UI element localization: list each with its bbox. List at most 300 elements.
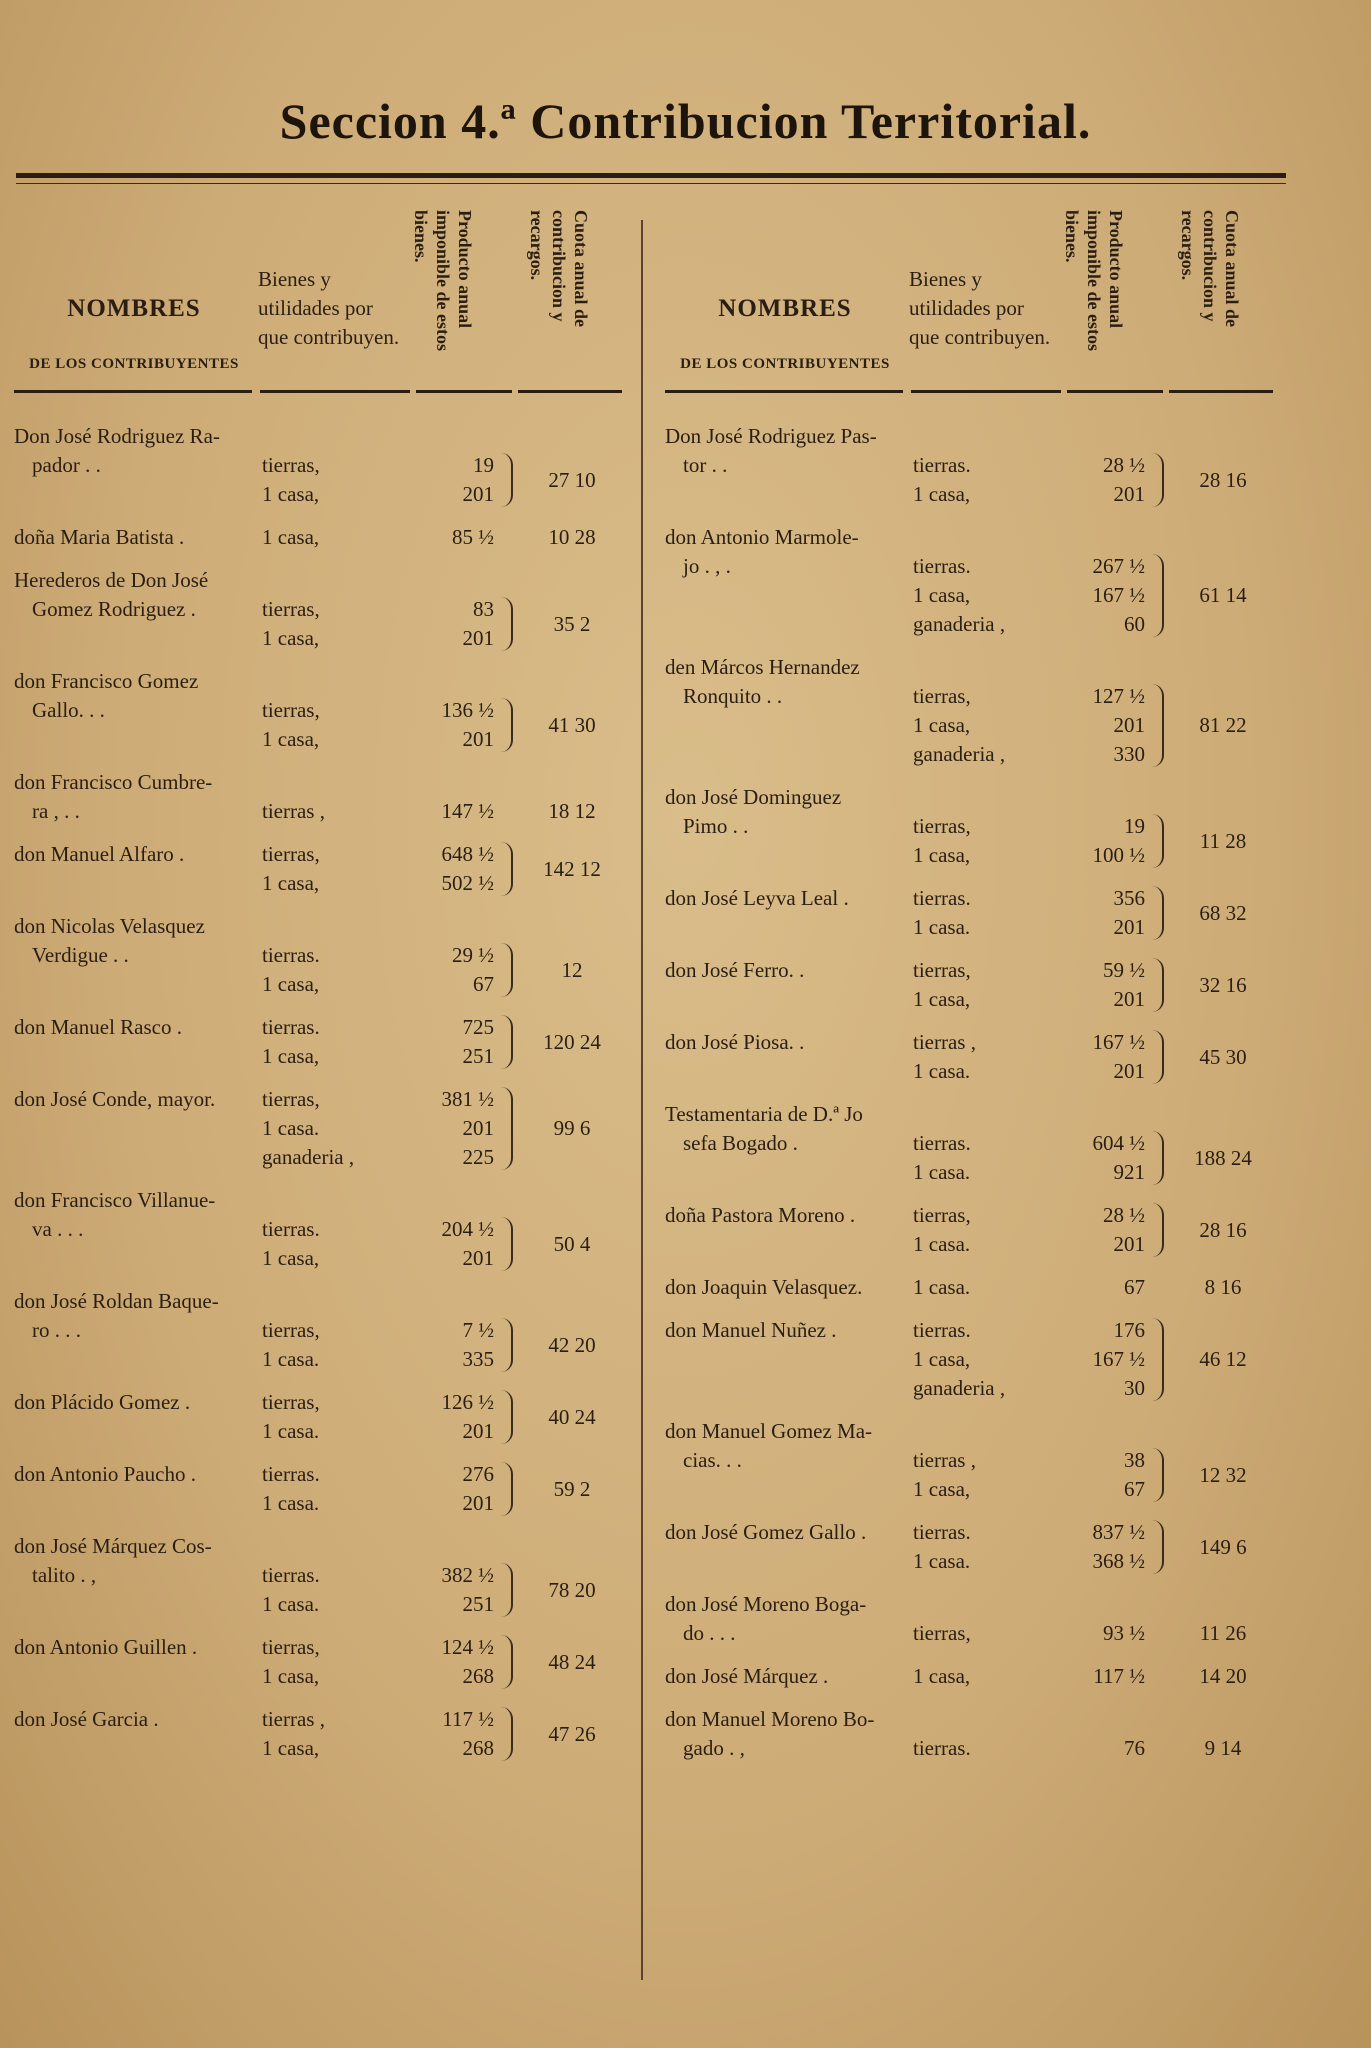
goods-item: 1 casa. xyxy=(262,1491,320,1515)
product-value: 201 xyxy=(462,482,494,506)
goods-item: 1 casa, xyxy=(262,1664,320,1688)
goods-list xyxy=(262,1388,412,1446)
contributor-entry xyxy=(665,1662,1295,1691)
product-value: 837 ½ xyxy=(1092,1520,1145,1544)
goods-list xyxy=(913,1028,1063,1086)
contributor-entry xyxy=(14,422,644,509)
goods-item: 1 casa, xyxy=(262,871,320,895)
goods-list xyxy=(262,1316,412,1374)
goods-list xyxy=(913,1619,1063,1648)
name-line: Verdigue . . xyxy=(32,943,129,967)
brace-mark xyxy=(497,943,513,997)
contributor-name xyxy=(665,1273,905,1302)
goods-item: tierras, xyxy=(262,1087,320,1111)
goods-list xyxy=(262,696,412,754)
product-value: 251 xyxy=(462,1592,494,1616)
goods-item: 1 casa. xyxy=(913,1275,971,1299)
bienes-header: Bienes y utilidades por que contribuyen. xyxy=(909,267,1051,349)
brace-mark xyxy=(497,1635,513,1689)
brace-mark xyxy=(1148,1520,1164,1574)
contributor-name xyxy=(14,523,254,552)
product-values xyxy=(1075,552,1145,639)
goods-item: tierras. xyxy=(262,1563,320,1587)
contributor-name xyxy=(14,1532,254,1590)
product-value: 201 xyxy=(462,1419,494,1443)
contributor-name xyxy=(14,1705,254,1734)
product-value: 19 xyxy=(473,453,494,477)
product-values xyxy=(424,1561,494,1619)
product-value: 268 xyxy=(462,1664,494,1688)
contributor-name xyxy=(665,956,905,985)
goods-list xyxy=(262,523,412,552)
goods-item: 1 casa, xyxy=(913,1664,971,1688)
contributor-name xyxy=(14,768,254,826)
goods-list xyxy=(262,1085,412,1172)
contributor-entry xyxy=(665,523,1295,639)
name-line: don Manuel Alfaro . xyxy=(14,842,185,866)
contributor-name xyxy=(14,1460,254,1489)
product-value: 67 xyxy=(1124,1275,1145,1299)
goods-list xyxy=(913,1129,1063,1187)
goods-item: tierras , xyxy=(913,1448,976,1472)
goods-item: ganaderia , xyxy=(913,1376,1006,1400)
product-values xyxy=(1075,451,1145,509)
goods-item: tierras. xyxy=(262,1217,320,1241)
product-value: 28 ½ xyxy=(1103,453,1145,477)
product-value: 335 xyxy=(462,1347,494,1371)
quota-value: 45 30 xyxy=(1199,1044,1247,1069)
brace-mark xyxy=(1148,1203,1164,1257)
brace-mark xyxy=(497,1563,513,1617)
product-value: 276 xyxy=(462,1462,494,1486)
contributor-entry xyxy=(665,1273,1295,1302)
name-line: Pimo . . xyxy=(683,814,749,838)
product-value: 201 xyxy=(462,727,494,751)
product-value: 330 xyxy=(1113,742,1145,766)
contributor-entry xyxy=(665,1316,1295,1403)
goods-item: 1 casa, xyxy=(262,626,320,650)
product-value: 167 ½ xyxy=(1092,1347,1145,1371)
product-values xyxy=(424,1085,494,1172)
quota-value: 46 12 xyxy=(1199,1347,1247,1371)
name-line: don José Piosa. . xyxy=(665,1030,805,1054)
goods-item: 1 casa, xyxy=(262,1044,320,1068)
quota-value: 188 24 xyxy=(1194,1145,1252,1170)
contributor-entry xyxy=(14,1460,644,1518)
goods-list xyxy=(913,1316,1063,1403)
goods-item: tierras. xyxy=(913,886,971,910)
goods-item: 1 casa. xyxy=(262,1116,320,1140)
product-value: 381 ½ xyxy=(441,1087,494,1111)
name-line: don José Gomez Gallo . xyxy=(665,1520,867,1544)
header-rule xyxy=(911,390,1061,393)
contributor-entry xyxy=(14,912,644,999)
product-values xyxy=(1075,956,1145,1014)
quota-value: 40 24 xyxy=(548,1404,596,1429)
brace-mark xyxy=(497,1462,513,1516)
name-line: talito . , xyxy=(32,1563,97,1587)
brace-mark xyxy=(1148,886,1164,940)
name-line: doña Pastora Moreno . xyxy=(665,1203,856,1227)
goods-item: tierras, xyxy=(262,453,320,477)
product-value: 126 ½ xyxy=(441,1390,494,1414)
product-value: 356 xyxy=(1113,886,1145,910)
product-values xyxy=(424,1460,494,1518)
header-rule xyxy=(1067,390,1163,393)
quota-value: 11 28 xyxy=(1199,828,1247,853)
contributor-name xyxy=(665,1028,905,1057)
product-value: 76 xyxy=(1124,1736,1145,1760)
goods-item: 1 casa. xyxy=(913,1059,971,1083)
goods-item: tierras. xyxy=(913,1520,971,1544)
product-value: 201 xyxy=(1113,987,1145,1011)
contributor-name xyxy=(665,783,905,841)
goods-item: tierras. xyxy=(262,1462,320,1486)
quota-value: 35 2 xyxy=(553,611,591,636)
quota-value: 61 14 xyxy=(1199,583,1247,607)
product-values xyxy=(424,1013,494,1071)
goods-item: 1 casa, xyxy=(262,727,320,751)
product-values xyxy=(1075,1446,1145,1504)
product-value: 60 xyxy=(1124,612,1145,636)
product-value: 201 xyxy=(462,1116,494,1140)
name-line: don Nicolas Velasquez xyxy=(14,914,205,938)
name-line: don José Márquez Cos- xyxy=(14,1534,212,1558)
product-values xyxy=(424,451,494,509)
goods-item: tierras. xyxy=(913,1318,971,1342)
goods-item: 1 casa, xyxy=(913,713,971,737)
contributor-name xyxy=(665,1590,905,1648)
product-values xyxy=(1075,812,1145,870)
goods-list xyxy=(913,812,1063,870)
product-value: 201 xyxy=(1113,713,1145,737)
product-value: 117 ½ xyxy=(442,1707,494,1731)
goods-item: tierras, xyxy=(262,1635,320,1659)
goods-item: ganaderia , xyxy=(913,742,1006,766)
goods-item: 1 casa. xyxy=(262,1347,320,1371)
names-subheader: DE LOS CONTRIBUYENTES xyxy=(29,356,239,372)
goods-item: tierras. xyxy=(913,1131,971,1155)
goods-list xyxy=(913,956,1063,1014)
quota-value: 50 4 xyxy=(553,1231,591,1256)
quota-value: 32 16 xyxy=(1199,972,1247,997)
column-header xyxy=(665,210,1295,390)
contributor-entry xyxy=(14,1085,644,1172)
product-values xyxy=(1075,1129,1145,1187)
brace-mark xyxy=(1148,814,1164,868)
contributor-entry xyxy=(14,1532,644,1619)
goods-list xyxy=(262,941,412,999)
name-line: Herederos de Don José xyxy=(14,568,209,592)
goods-item: tierras, xyxy=(913,958,971,982)
right-column xyxy=(665,210,1295,1970)
product-value: 83 xyxy=(473,597,494,621)
name-line: jo . , . xyxy=(683,554,731,578)
producto-header: Producto anual imponible de estos bienes. xyxy=(411,210,475,352)
brace-mark xyxy=(1148,684,1164,767)
name-line: don Francisco Villanue- xyxy=(14,1188,216,1212)
header-rule xyxy=(518,390,622,393)
contributor-name xyxy=(665,1316,905,1345)
quota-value: 47 26 xyxy=(548,1721,596,1746)
product-values xyxy=(1075,1028,1145,1086)
header-rule xyxy=(416,390,512,393)
product-value: 127 ½ xyxy=(1092,684,1145,708)
contributor-entry xyxy=(14,1388,644,1446)
quota-value: 12 32 xyxy=(1199,1462,1247,1487)
column-header xyxy=(14,210,644,390)
product-value: 502 ½ xyxy=(441,871,494,895)
product-value: 29 ½ xyxy=(452,943,494,967)
product-value: 124 ½ xyxy=(441,1635,494,1659)
product-value: 117 ½ xyxy=(1093,1664,1145,1688)
goods-item: tierras, xyxy=(262,1390,320,1414)
header-rule xyxy=(665,390,903,393)
goods-item: tierras , xyxy=(913,1030,976,1054)
brace-mark xyxy=(497,597,513,651)
contributor-entry xyxy=(14,1013,644,1071)
brace-mark xyxy=(1148,1030,1164,1084)
brace-mark xyxy=(497,1217,513,1271)
quota-value: 41 30 xyxy=(548,712,596,737)
goods-list xyxy=(913,1734,1063,1763)
contributor-entry xyxy=(665,1518,1295,1576)
goods-item: ganaderia , xyxy=(913,612,1006,636)
contributor-entry xyxy=(665,783,1295,870)
goods-item: 1 casa. xyxy=(913,1160,971,1184)
name-line: Testamentaria de D.ª Jo xyxy=(665,1102,863,1126)
contributor-name xyxy=(665,653,905,711)
product-value: 167 ½ xyxy=(1092,1030,1145,1054)
contributor-entry xyxy=(665,1100,1295,1187)
goods-list xyxy=(913,884,1063,942)
name-line: don Antonio Paucho . xyxy=(14,1462,196,1486)
product-value: 201 xyxy=(462,1246,494,1270)
goods-item: 1 casa. xyxy=(262,1419,320,1443)
goods-list xyxy=(262,1460,412,1518)
goods-list xyxy=(262,1705,412,1763)
goods-list xyxy=(262,1215,412,1273)
quota-value: 9 14 xyxy=(1204,1736,1242,1760)
name-line: ro . . . xyxy=(32,1318,81,1342)
contributor-name xyxy=(14,1085,254,1114)
title-rule xyxy=(16,173,1286,178)
goods-list xyxy=(262,1013,412,1071)
name-line: don José Ferro. . xyxy=(665,958,805,982)
contributor-entry xyxy=(14,840,644,898)
quota-value: 120 24 xyxy=(543,1029,601,1054)
product-values xyxy=(424,797,494,826)
quota-value: 27 10 xyxy=(548,467,596,492)
name-line: don Manuel Moreno Bo- xyxy=(665,1707,875,1731)
name-line: sefa Bogado . xyxy=(683,1131,798,1155)
product-value: 604 ½ xyxy=(1092,1131,1145,1155)
name-line: doña Maria Batista . xyxy=(14,525,185,549)
title-rule-thin xyxy=(16,183,1286,184)
contributor-entry xyxy=(665,884,1295,942)
contributor-name xyxy=(14,1388,254,1417)
goods-item: 1 casa. xyxy=(913,1232,971,1256)
brace-mark xyxy=(1148,1131,1164,1185)
product-value: 67 xyxy=(1124,1477,1145,1501)
name-line: don José Moreno Boga- xyxy=(665,1592,867,1616)
brace-mark xyxy=(497,1390,513,1444)
header-rule xyxy=(14,390,252,393)
contributor-entry xyxy=(14,1705,644,1763)
quota-value: 59 2 xyxy=(553,1476,591,1501)
product-value: 136 ½ xyxy=(441,698,494,722)
product-values xyxy=(424,523,494,552)
goods-item: tierras , xyxy=(262,1707,325,1731)
name-line: den Márcos Hernandez xyxy=(665,655,860,679)
contributor-name xyxy=(665,1100,905,1158)
product-values xyxy=(424,1215,494,1273)
product-value: 93 ½ xyxy=(1103,1621,1145,1645)
contributor-name xyxy=(14,840,254,869)
quota-value: 12 xyxy=(561,957,583,982)
name-line: Don José Rodriguez Pas- xyxy=(665,424,877,448)
contributor-name xyxy=(665,1417,905,1475)
goods-item: 1 casa, xyxy=(262,972,320,996)
goods-list xyxy=(913,552,1063,639)
quota-value: 8 16 xyxy=(1204,1275,1242,1299)
brace-mark xyxy=(1148,958,1164,1012)
contributor-name xyxy=(665,1662,905,1691)
goods-item: 1 casa, xyxy=(913,1347,971,1371)
product-value: 382 ½ xyxy=(441,1563,494,1587)
cuota-header: Cuota anual de contribucion y recargos. xyxy=(1178,210,1242,328)
goods-item: 1 casa, xyxy=(262,525,320,549)
contributor-entry xyxy=(665,956,1295,1014)
product-values xyxy=(424,595,494,653)
name-line: Gallo. . . xyxy=(32,698,105,722)
goods-list xyxy=(262,797,412,826)
goods-item: 1 casa. xyxy=(913,1549,971,1573)
contributor-name xyxy=(14,566,254,624)
product-values xyxy=(1075,1662,1145,1691)
product-value: 368 ½ xyxy=(1092,1549,1145,1573)
product-value: 268 xyxy=(462,1736,494,1760)
goods-item: tierras. xyxy=(262,943,320,967)
goods-list xyxy=(262,595,412,653)
goods-item: ganaderia , xyxy=(262,1145,355,1169)
product-values xyxy=(1075,1201,1145,1259)
goods-list xyxy=(262,1561,412,1619)
name-line: Ronquito . . xyxy=(683,684,783,708)
goods-item: 1 casa. xyxy=(913,915,971,939)
names-header: NOMBRES xyxy=(718,295,852,322)
product-values xyxy=(1075,1518,1145,1576)
goods-list xyxy=(913,451,1063,509)
name-line: ra , . . xyxy=(32,799,80,823)
product-value: 725 xyxy=(462,1015,494,1039)
name-line: don José Garcia . xyxy=(14,1707,159,1731)
contributor-entry xyxy=(665,1590,1295,1648)
contributor-name xyxy=(665,1705,905,1763)
name-line: do . . . xyxy=(683,1621,736,1645)
contributor-entry xyxy=(14,768,644,826)
product-value: 67 xyxy=(473,972,494,996)
goods-list xyxy=(913,1201,1063,1259)
name-line: don Manuel Gomez Ma- xyxy=(665,1419,873,1443)
product-value: 100 ½ xyxy=(1092,843,1145,867)
goods-item: 1 casa, xyxy=(913,583,971,607)
quota-value: 99 6 xyxy=(553,1116,591,1140)
goods-item: tierras, xyxy=(262,1318,320,1342)
contributor-name xyxy=(14,912,254,970)
product-values xyxy=(1075,1316,1145,1403)
cuota-header: Cuota anual de contribucion y recargos. xyxy=(527,210,591,328)
contributor-entry xyxy=(14,667,644,754)
name-line: Don José Rodriguez Ra- xyxy=(14,424,220,448)
product-value: 201 xyxy=(1113,482,1145,506)
name-line: don Antonio Guillen . xyxy=(14,1635,198,1659)
brace-mark xyxy=(497,1707,513,1761)
product-value: 201 xyxy=(1113,915,1145,939)
contributor-name xyxy=(14,1186,254,1244)
product-values xyxy=(1075,1273,1145,1302)
product-values xyxy=(1075,1734,1145,1763)
goods-item: 1 casa, xyxy=(262,1736,320,1760)
goods-item: tierras, xyxy=(262,842,320,866)
goods-item: 1 casa, xyxy=(913,1477,971,1501)
name-line: don José Conde, mayor. xyxy=(14,1087,216,1111)
goods-item: tierras. xyxy=(262,1015,320,1039)
quota-value: 48 24 xyxy=(548,1649,596,1674)
product-value: 85 ½ xyxy=(452,525,494,549)
goods-item: 1 casa, xyxy=(262,1246,320,1270)
contributor-entry xyxy=(14,523,644,552)
contributor-name xyxy=(665,523,905,581)
quota-value: 18 12 xyxy=(548,799,596,823)
name-line: don Joaquin Velasquez. xyxy=(665,1275,863,1299)
product-values xyxy=(424,1316,494,1374)
goods-list xyxy=(913,1273,1063,1302)
goods-item: tierras, xyxy=(913,1203,971,1227)
product-value: 19 xyxy=(1124,814,1145,838)
brace-mark xyxy=(1148,554,1164,637)
quota-value: 11 26 xyxy=(1199,1621,1247,1645)
producto-header: Producto anual imponible de estos bienes. xyxy=(1062,210,1126,352)
product-values xyxy=(424,1705,494,1763)
contributor-name xyxy=(665,1201,905,1230)
quota-value: 42 20 xyxy=(548,1332,596,1357)
product-values xyxy=(1075,1619,1145,1648)
product-value: 201 xyxy=(462,626,494,650)
brace-mark xyxy=(1148,453,1164,507)
product-value: 201 xyxy=(1113,1232,1145,1256)
quota-value: 81 22 xyxy=(1199,713,1247,737)
name-line: don Francisco Gomez xyxy=(14,669,199,693)
brace-mark xyxy=(497,698,513,752)
product-value: 648 ½ xyxy=(441,842,494,866)
goods-item: tierras. xyxy=(913,554,971,578)
name-line: don Antonio Marmole- xyxy=(665,525,859,549)
quota-value: 10 28 xyxy=(548,525,596,549)
contributor-entry xyxy=(665,1201,1295,1259)
name-line: Gomez Rodriguez . xyxy=(32,597,196,621)
quota-value: 68 32 xyxy=(1199,900,1247,925)
contributor-name xyxy=(665,884,905,913)
goods-list xyxy=(913,1518,1063,1576)
contributor-entry xyxy=(14,566,644,653)
name-line: don Manuel Nuñez . xyxy=(665,1318,837,1342)
goods-list xyxy=(913,1662,1063,1691)
goods-item: tierras, xyxy=(262,698,320,722)
contributor-entry xyxy=(14,1186,644,1273)
goods-item: tierras. xyxy=(913,1736,971,1760)
goods-item: tierras, xyxy=(913,1621,971,1645)
